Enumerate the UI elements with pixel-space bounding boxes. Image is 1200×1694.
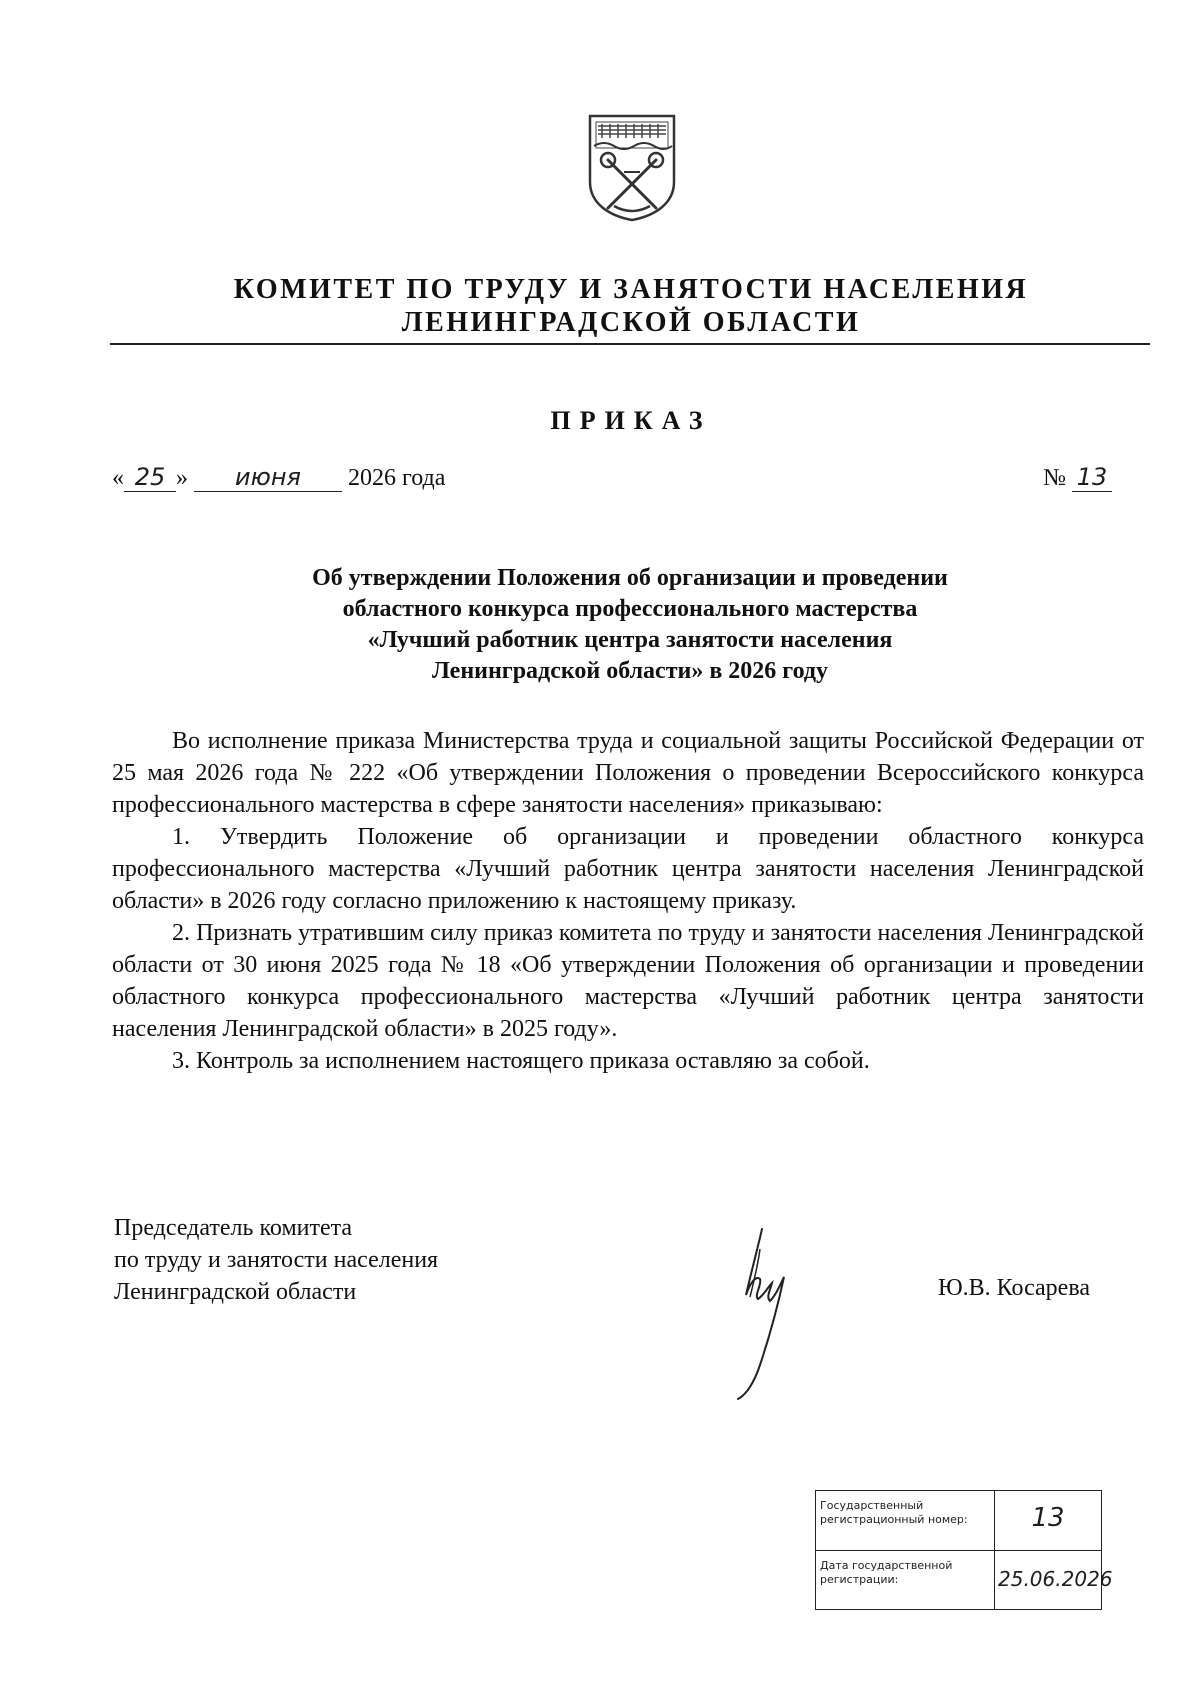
signatory-position-line: по труду и занятости населения <box>114 1247 439 1273</box>
number-value: 13 <box>1072 463 1112 492</box>
registration-number-label: Государственный регистрационный номер: <box>820 1499 968 1526</box>
date-year: 2026 года <box>348 465 446 491</box>
signatory-position-line: Ленинградской области <box>114 1279 357 1305</box>
registration-number-row <box>816 1491 1101 1550</box>
registration-number-value: 13 <box>1031 1503 1065 1533</box>
header-divider <box>110 343 1150 345</box>
organization-name-line2: ЛЕНИНГРАДСКОЙ ОБЛАСТИ <box>401 307 861 338</box>
signature-icon <box>720 1225 810 1400</box>
document-number <box>1043 463 1112 492</box>
title-line: областного конкурса профессионального мастерства <box>342 596 918 622</box>
document-type: ПРИКАЗ <box>550 406 712 435</box>
registration-stamp <box>815 1490 1113 1610</box>
date-month: июня <box>194 463 342 492</box>
order-item-2: 2. Признать утратившим силу приказ комитета по труду и занятости населения Ленинградской области от 30 июня 2025 года № 18 «Об утверждении Положения об организации и проведении областного конкурса профессионального мастерства «Лучший работник центра занятости населения Ленинградской области» в 2025 году». <box>112 920 1144 1042</box>
registration-date-row <box>816 1550 1113 1610</box>
signatory-position-line: Председатель комитета <box>114 1215 353 1241</box>
title-line: Об утверждении Положения об организации и проведении <box>312 565 948 591</box>
order-item-1: 1. Утвердить Положение об организации и проведении областного конкурса профессионального мастерства «Лучший работник центра занятости населения Ленинградской области» в 2026 году согласно приложению к настоящему приказу. <box>112 824 1144 914</box>
signatory-name: Ю.В. Косарева <box>937 1275 1090 1301</box>
document-body <box>112 725 1144 1077</box>
registration-date-value: 25.06.2026 <box>998 1567 1113 1591</box>
date-close-quote: » <box>176 465 188 491</box>
order-item-3: 3. Контроль за исполнением настоящего приказа оставляю за собой. <box>172 1048 870 1074</box>
document-title <box>180 563 1080 687</box>
document-date <box>112 463 445 492</box>
number-prefix: № <box>1043 465 1066 491</box>
title-line: «Лучший работник центра занятости населения <box>367 627 893 653</box>
coat-of-arms-icon <box>584 112 680 222</box>
signatory-position <box>114 1212 438 1308</box>
date-day: 25 <box>124 463 176 492</box>
preamble-paragraph: Во исполнение приказа Министерства труда и социальной защиты Российской Федерации от 25 мая 2026 года № 222 «Об утверждении Положения о проведении Всероссийского конкурса профессионального мастерства в сфере занятости населения» приказываю: <box>112 728 1144 818</box>
title-line: Ленинградской области» в 2026 году <box>431 658 829 684</box>
registration-date-label: Дата государственной регистрации: <box>820 1559 953 1586</box>
date-open-quote: « <box>112 465 124 491</box>
organization-name-line1: КОМИТЕТ ПО ТРУДУ И ЗАНЯТОСТИ НАСЕЛЕНИЯ <box>233 274 1029 305</box>
